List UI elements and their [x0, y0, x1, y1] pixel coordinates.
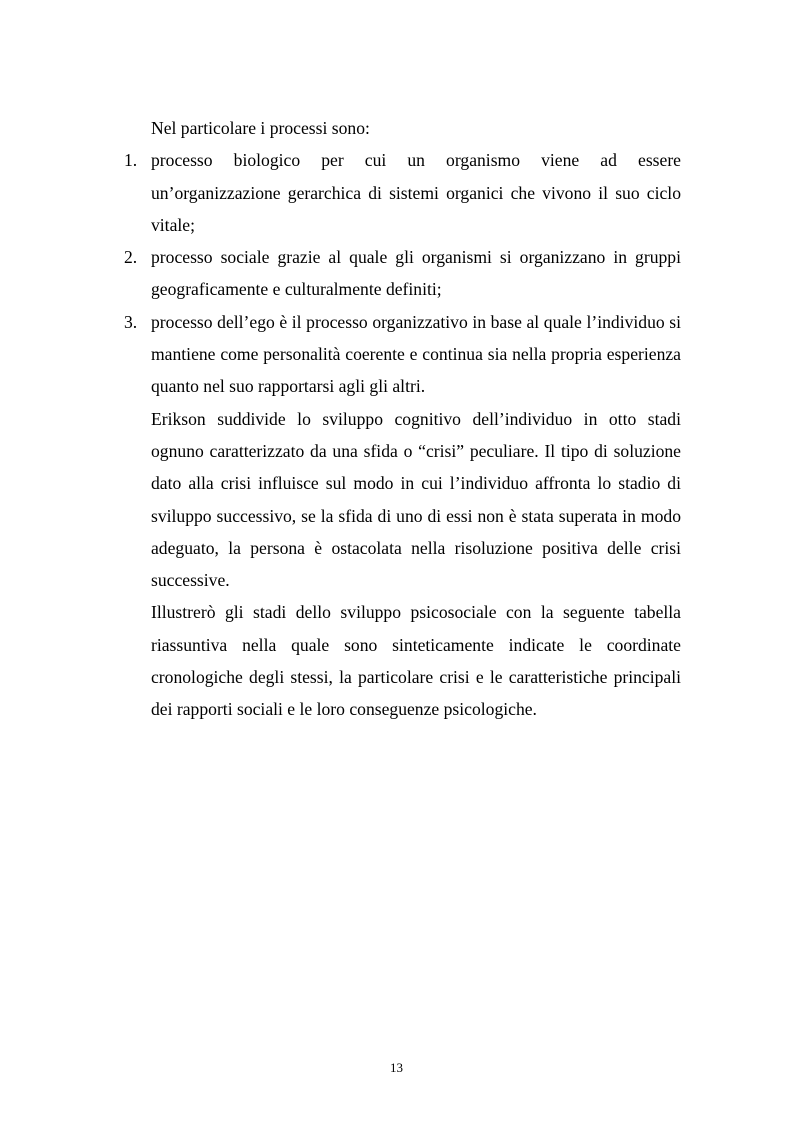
list-item: [124, 306, 681, 403]
page-number: 13: [390, 1060, 403, 1075]
list-item-text: processo sociale grazie al quale gli organismi si organizzano in gruppi geograficamente e culturalmente definiti;: [151, 247, 681, 300]
process-list: [124, 144, 681, 402]
list-item-text: processo biologico per cui un organismo viene ad essere un’organizzazione gerarchica di sistemi organici che vivono il suo ciclo vitale;: [151, 150, 681, 235]
intro-sentence: Nel particolare i processi sono:: [151, 118, 370, 138]
list-item-text: processo dell’ego è il processo organizzativo in base al quale l’individuo si mantiene come personalità coerente e continua sia nella propria esperienza quanto nel suo rapportarsi agli gli altri.: [151, 311, 681, 397]
list-item-number: 2.: [124, 247, 138, 268]
body-text: [124, 112, 681, 726]
list-item: [124, 241, 681, 306]
table-intro-paragraph: Illustrerò gli stadi dello sviluppo psicosociale con la seguente tabella riassuntiva nella quale sono sinteticamente indicate le coordinate cronologiche degli stessi, la particolare crisi e le caratteristiche principali dei rapporti sociali e le loro conseguenze psicologiche.: [151, 602, 681, 720]
list-item-number: 3.: [124, 311, 138, 332]
list-item-number: 1.: [124, 150, 138, 171]
erikson-paragraph: Erikson suddivide lo sviluppo cognitivo dell’individuo in otto stadi ognuno caratterizzato da una sfida o “crisi” peculiare. Il tipo di soluzione dato alla crisi influisce sul modo in cui l’individuo affronta lo stadio di sviluppo successivo, se la sfida di uno di essi non è stata superata in modo adeguato, la persona è ostacolata nella risoluzione positiva delle crisi successive.: [151, 408, 681, 591]
list-item: [124, 144, 681, 241]
